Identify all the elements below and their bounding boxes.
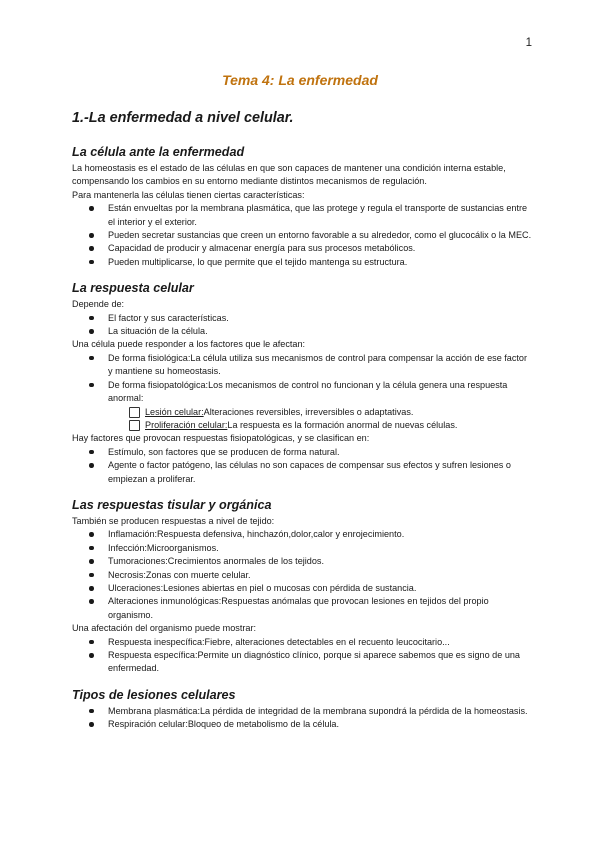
caracteristicas-list <box>72 202 532 269</box>
section-respuesta <box>72 281 532 486</box>
afectacion-lead: Una afectación del organismo puede mostrar: <box>72 623 256 634</box>
list-item: Están envueltas por la membrana plasmática, que las protege y regula el transporte de sustancias entre el interior y el exterior. <box>72 202 532 229</box>
afectacion-list <box>72 636 532 676</box>
list-item: Respuesta inespecífica:Fiebre, alteraciones detectables en el recuento leucocitario... <box>72 636 532 649</box>
list-item: Agente o factor patógeno, las células no son capaces de compensar sus efectos y sufren lesiones o empiezan a proliferar. <box>72 459 532 486</box>
list-item: Pueden multiplicarse, lo que permite que el tejido mantenga su estructura. <box>72 256 532 269</box>
factores-list <box>72 446 532 486</box>
section-celula <box>72 145 532 269</box>
responder-lead: Una célula puede responder a los factores que le afectan: <box>72 339 306 350</box>
factores-lead: Hay factores que provocan respuestas fisiopatológicas, y se clasifican en: <box>72 433 370 444</box>
checklist-term: Proliferación celular: <box>145 419 228 430</box>
list-item: Tumoraciones:Crecimientos anormales de los tejidos. <box>72 555 532 568</box>
list-item: Pueden secretar sustancias que creen un entorno favorable a su alrededor, como el glucocálix o la MEC. <box>72 229 532 242</box>
list-item: Alteraciones inmunológicas:Respuestas anómalas que provocan lesiones en tejidos del propio organismo. <box>72 595 532 622</box>
list-item: Estímulo, son factores que se producen de forma natural. <box>72 446 532 459</box>
list-item <box>72 379 532 433</box>
homeostasis-paragraph: La homeostasis es el estado de las células en que son capaces de mantener una condición interna estable, compensando los cambios en su entorno mediante distintos mecanismos de regulación. <box>72 163 506 187</box>
checkbox[interactable] <box>129 407 140 418</box>
subtitle-tipos: Tipos de lesiones celulares <box>72 687 236 702</box>
list-item: Necrosis:Zonas con muerte celular. <box>72 569 532 582</box>
depende-label: Depende de: <box>72 299 125 310</box>
checklist-text: Alteraciones reversibles, irreversibles o adaptativas. <box>203 406 414 417</box>
fisiopatologica-text: De forma fisiopatológica:Los mecanismos de control no funcionan y la célula genera una respuesta anormal: <box>108 379 508 404</box>
subtitle-respuesta: La respuesta celular <box>72 281 194 296</box>
list-item: Respuesta específica:Permite un diagnóstico clínico, porque si aparece sabemos que es signo de una enfermedad. <box>72 649 532 676</box>
document-title: Tema 4: La enfermedad <box>222 72 378 88</box>
list-item: Membrana plasmática:La pérdida de integridad de la membrana supondrá la pérdida de la homeostasis. <box>72 705 532 718</box>
depende-list <box>72 312 532 339</box>
section-title: 1.-La enfermedad a nivel celular. <box>72 110 294 126</box>
list-item: Inflamación:Respuesta defensiva, hinchazón,dolor,calor y enrojecimiento. <box>72 528 532 541</box>
subtitle-tisular: Las respuestas tisular y orgánica <box>72 497 272 512</box>
responder-list <box>72 352 532 432</box>
checklist <box>129 406 532 433</box>
caracteristicas-lead: Para mantenerla las células tienen ciertas características: <box>72 189 305 200</box>
document-body <box>72 110 532 744</box>
checklist-term: Lesión celular: <box>145 406 204 417</box>
list-item: El factor y sus características. <box>72 312 532 325</box>
checklist-text: La respuesta es la formación anormal de nuevas células. <box>227 419 458 430</box>
tisular-list <box>72 528 532 622</box>
list-item: La situación de la célula. <box>72 325 532 338</box>
list-item: Ulceraciones:Lesiones abiertas en piel o mucosas con pérdida de sustancia. <box>72 582 532 595</box>
subtitle-celula: La célula ante la enfermedad <box>72 145 245 159</box>
checkbox[interactable] <box>129 420 140 431</box>
checklist-item <box>129 406 532 419</box>
section-tisular <box>72 498 532 676</box>
checklist-item <box>129 419 532 432</box>
section-tipos <box>72 688 532 732</box>
tisular-lead: También se producen respuestas a nivel de tejido: <box>72 515 275 526</box>
list-item: Capacidad de producir y almacenar energía para sus procesos metabólicos. <box>72 242 532 255</box>
tipos-list <box>72 705 532 732</box>
page-number: 1 <box>525 37 532 49</box>
list-item: Infección:Microorganismos. <box>72 542 532 555</box>
list-item: Respiración celular:Bloqueo de metabolismo de la célula. <box>72 718 532 731</box>
list-item: De forma fisiológica:La célula utiliza sus mecanismos de control para compensar la acción de ese factor y mantiene su homeostasis. <box>72 352 532 379</box>
